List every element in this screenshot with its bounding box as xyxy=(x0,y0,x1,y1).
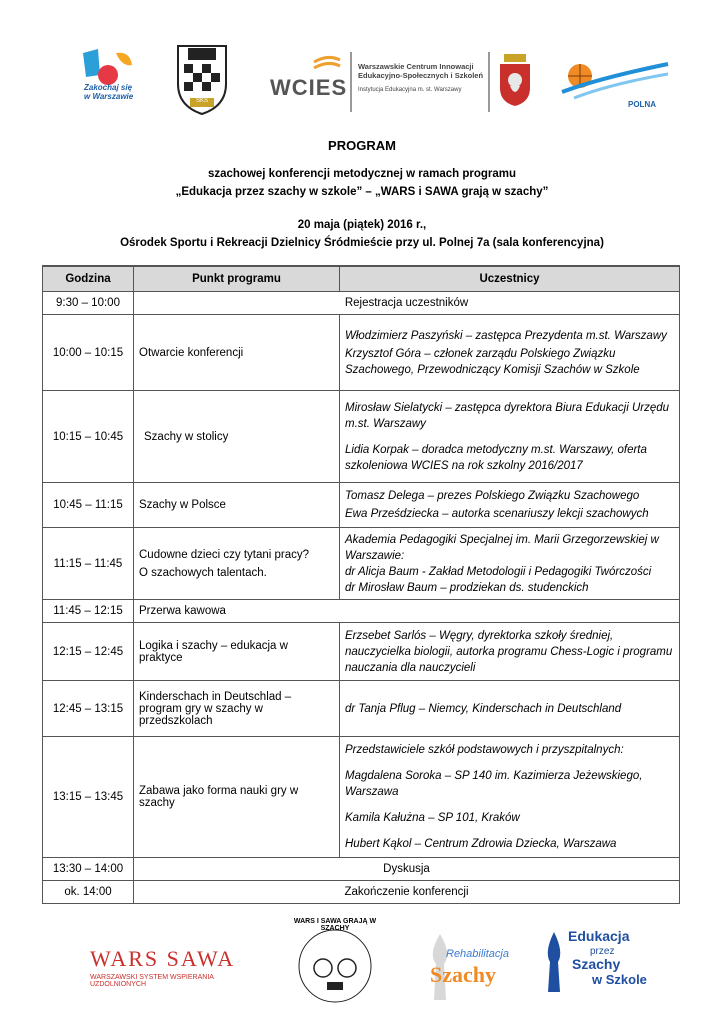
item-cell: Kinderschach in Deutschlad – program gry w szachy w przedszkolach xyxy=(134,681,340,737)
rehabilitacja-logo xyxy=(410,924,520,1004)
table-row xyxy=(43,292,680,315)
wars-sawa-logo xyxy=(90,946,260,988)
rehab-text2: Szachy xyxy=(430,962,496,987)
span-cell: Dyskusja xyxy=(134,858,680,881)
table-row xyxy=(43,315,680,391)
table-row xyxy=(43,881,680,904)
item-cell: Szachy w Polsce xyxy=(134,483,340,528)
participant: Magdalena Soroka – SP 140 im. Kazimierza Jeżewskiego, Warszawa xyxy=(345,770,643,798)
table-row xyxy=(43,858,680,881)
edukacja-word3: Szachy xyxy=(572,956,621,972)
time-cell: 13:15 – 13:45 xyxy=(43,737,134,858)
item-cell: Logika i szachy – edukacja w praktyce xyxy=(134,623,340,681)
edukacja-word2: przez xyxy=(590,946,615,957)
item-cell: Szachy w stolicy xyxy=(134,391,340,483)
top-logos xyxy=(70,40,670,120)
subtitle-line1: szachowej konferencji metodycznej w ramach programu xyxy=(207,168,517,180)
polna-logo xyxy=(560,56,670,116)
time-cell: 10:45 – 11:15 xyxy=(43,483,134,528)
col-item-header: Punkt programu xyxy=(134,266,340,292)
bottom-logos xyxy=(80,918,680,1008)
subtitle-line2: „Edukacja przez szachy w szkole” – „WARS i SAWA grają w szachy” xyxy=(175,186,549,198)
date-line: 20 maja (piątek) 2016 r., xyxy=(297,219,427,231)
wide-cell: Przerwa kawowa xyxy=(134,600,680,623)
time-cell: 13:30 – 14:00 xyxy=(43,858,134,881)
rehab-text: Rehabilitacja xyxy=(446,948,509,960)
item-cell xyxy=(134,528,340,600)
graja-text: WARS I SAWA GRAJĄ W SZACHY xyxy=(293,918,377,932)
participant: Tomasz Delega – prezes Polskiego Związku Szachowego xyxy=(345,490,640,502)
table-row xyxy=(43,391,680,483)
wars-sawa-text: WARS SAWA xyxy=(90,946,236,971)
item-line: O szachowych talentach. xyxy=(139,566,267,579)
wcies-logo xyxy=(270,54,348,104)
edukacja-logo xyxy=(540,926,680,996)
table-header-row xyxy=(43,266,680,292)
participant: Przedstawiciele szkół podstawowych i przyszpitalnych: xyxy=(345,744,624,756)
time-cell: 11:15 – 11:45 xyxy=(43,528,134,600)
item-line: Cudowne dzieci czy tytani pracy? xyxy=(139,548,310,561)
polna-text: POLNA xyxy=(628,100,656,109)
item-cell: Otwarcie konferencji xyxy=(134,315,340,391)
time-cell: ok. 14:00 xyxy=(43,881,134,904)
participants-cell xyxy=(340,737,680,858)
participant: dr Mirosław Baum – prodziekan ds. studenckich xyxy=(345,581,589,594)
wcies-org-line3: Instytucja Edukacyjna m. st. Warszawy xyxy=(358,87,462,93)
table-row xyxy=(43,681,680,737)
participant: Krzysztof Góra – członek zarządu Polskiego Związku Szachowego, Przewodniczący Komisji Szachów w Szkole xyxy=(345,347,640,376)
participants-cell xyxy=(340,483,680,528)
table-row xyxy=(43,528,680,600)
col-participants-header: Uczestnicy xyxy=(340,266,680,292)
chess-club-badge: SKS xyxy=(195,98,208,104)
time-cell: 10:00 – 10:15 xyxy=(43,315,134,391)
divider xyxy=(488,52,490,112)
participant: dr Tanja Pflug – Niemcy, Kinderschach in Deutschland xyxy=(345,702,622,715)
participants-cell xyxy=(340,528,680,600)
wcies-org-line1: Warszawskie Centrum Innowacji xyxy=(358,62,474,71)
col-time-header: Godzina xyxy=(43,266,134,292)
participant: Mirosław Sielatycki – zastępca dyrektora Biura Edukacji Urzędu m.st. Warszawy xyxy=(345,401,670,430)
table-row xyxy=(43,623,680,681)
chess-club-shield xyxy=(170,40,234,116)
zakochaj-logo xyxy=(78,45,138,117)
program-table xyxy=(42,265,680,904)
wcies-org-line2: Edukacyjno-Społecznych i Szkoleń xyxy=(358,71,484,80)
participant: Włodzimierz Paszyński – zastępca Prezydenta m.st. Warszawy xyxy=(345,329,667,342)
wars-sawa-subtitle: WARSZAWSKI SYSTEM WSPIERANIA UZDOLNIONYCH xyxy=(90,974,214,988)
zakochaj-text: Zakochaj się w Warszawie xyxy=(84,83,134,101)
participants-cell xyxy=(340,623,680,681)
span-cell: Zakończenie konferencji xyxy=(134,881,680,904)
time-cell: 12:45 – 13:15 xyxy=(43,681,134,737)
participant: Erzsebet Sarlós – Węgry, dyrektorka szkoły średniej, nauczycielka biologii, autorka programu Chess-Logic i programu nauczania dla nauczycieli xyxy=(345,629,673,674)
wcies-org xyxy=(358,62,498,95)
warsaw-coat-of-arms xyxy=(498,54,532,106)
time-cell: 10:15 – 10:45 xyxy=(43,391,134,483)
wcies-text: WCIES xyxy=(270,75,348,100)
table-row xyxy=(43,600,680,623)
edukacja-word1: Edukacja xyxy=(568,928,630,944)
graja-logo xyxy=(285,918,385,1008)
divider xyxy=(350,52,352,112)
participant: Ewa Prześdziecka – autorka scenariuszy lekcji szachowych xyxy=(345,508,649,520)
participant: Hubert Kąkol – Centrum Zdrowia Dziecka, Warszawa xyxy=(345,838,617,850)
venue-line: Ośrodek Sportu i Rekreacji Dzielnicy Śródmieście przy ul. Polnej 7a (sala konferencyjna) xyxy=(120,237,604,249)
edukacja-word4: w Szkole xyxy=(592,972,647,987)
participants-cell xyxy=(340,315,680,391)
span-cell: Rejestracja uczestników xyxy=(134,292,680,315)
participants-cell xyxy=(340,681,680,737)
time-cell: 9:30 – 10:00 xyxy=(43,292,134,315)
item-cell: Zabawa jako forma nauki gry w szachy xyxy=(134,737,340,858)
table-row xyxy=(43,737,680,858)
participant: Lidia Korpak – doradca metodyczny m.st. Warszawy, oferta szkoleniowa WCIES na rok szkolny 2016/2017 xyxy=(345,443,647,472)
table-row xyxy=(43,483,680,528)
participant: dr Alicja Baum - Zakład Metodologii i Pedagogiki Twórczości xyxy=(345,565,652,578)
participant: Akademia Pedagogiki Specjalnej im. Marii Grzegorzewskiej w Warszawie: xyxy=(345,533,659,562)
time-cell: 12:15 – 12:45 xyxy=(43,623,134,681)
page-title: PROGRAM xyxy=(328,138,396,153)
participants-cell xyxy=(340,391,680,483)
time-cell: 11:45 – 12:15 xyxy=(43,600,134,623)
participant: Kamila Kałużna – SP 101, Kraków xyxy=(345,812,520,824)
